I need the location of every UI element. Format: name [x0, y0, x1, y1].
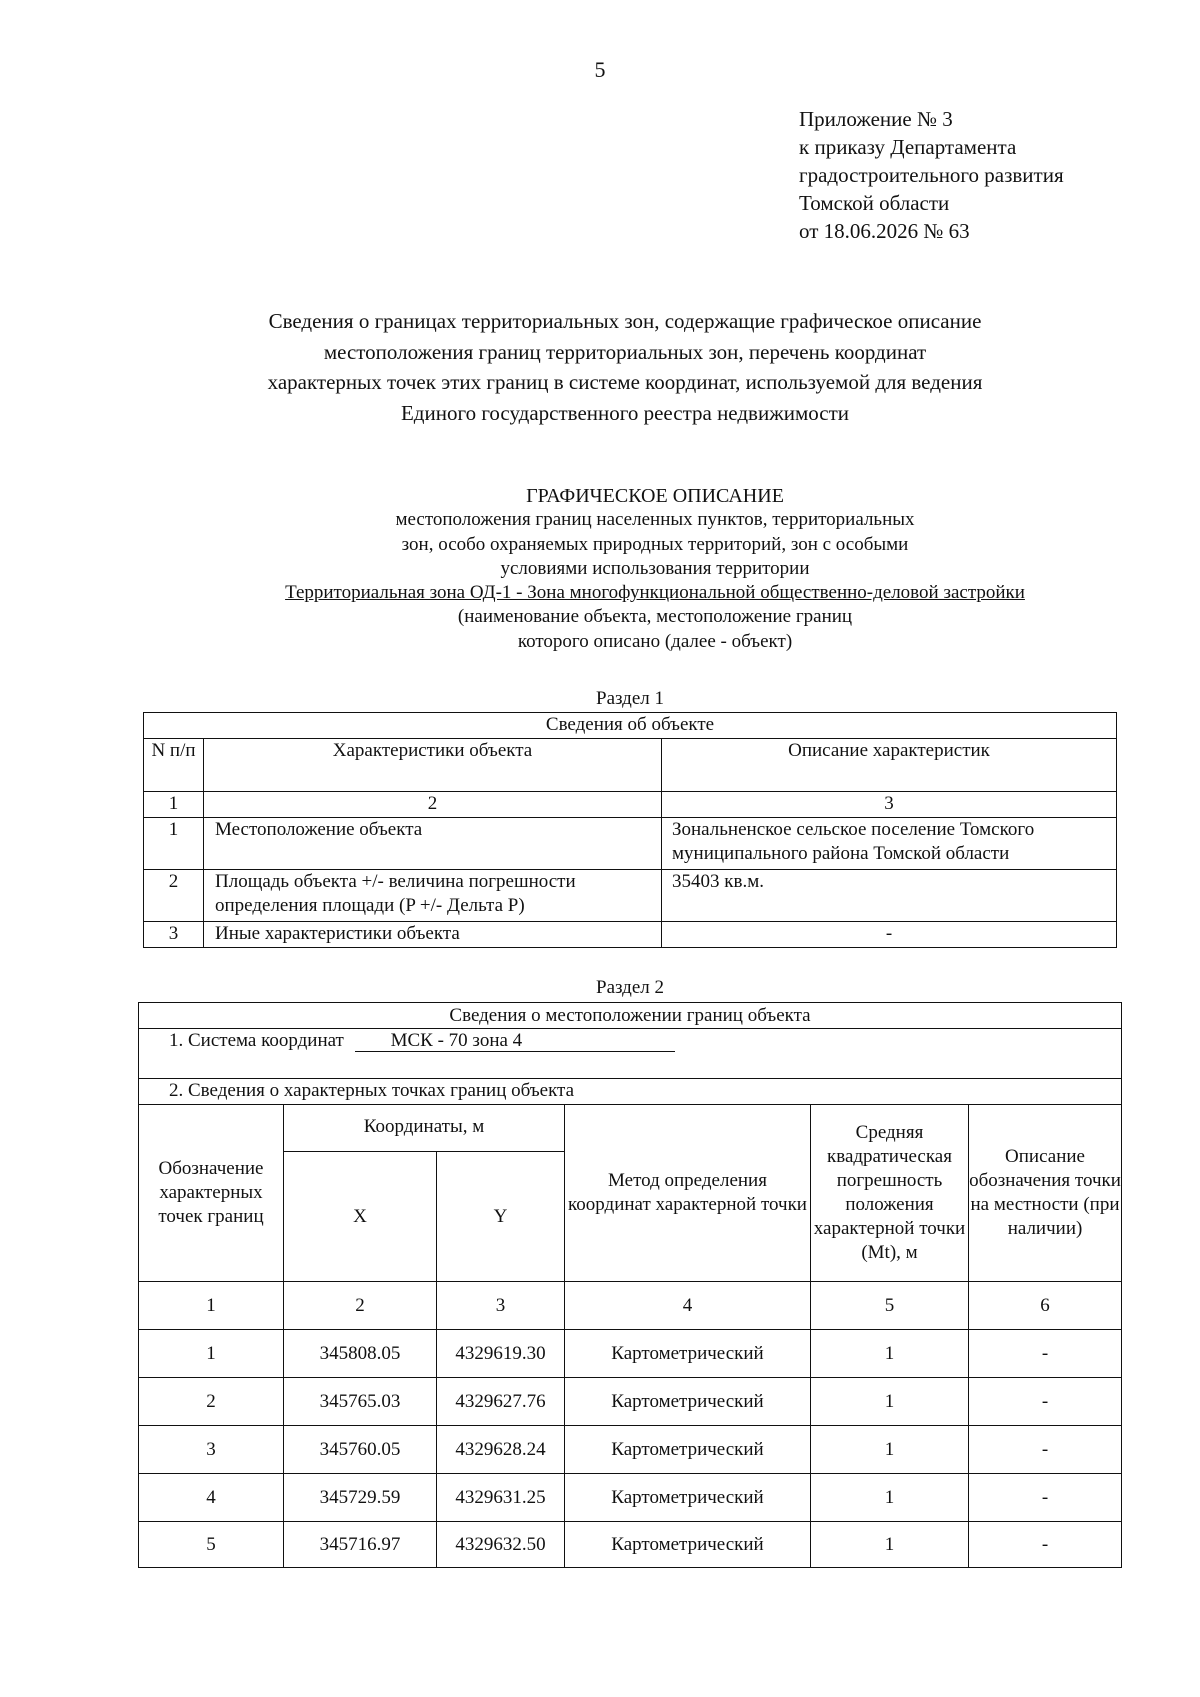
coord-y: 4329632.50	[437, 1522, 565, 1568]
points-title: 2. Сведения о характерных точках границ объекта	[139, 1079, 1122, 1105]
section1-label: Раздел 1	[596, 688, 664, 709]
appendix-line: к приказу Департамента	[799, 135, 1017, 159]
characteristic-value: -	[662, 922, 1117, 948]
method: Картометрический	[565, 1426, 811, 1474]
zone-note-line: которого описано (далее - объект)	[517, 630, 793, 652]
point-description: -	[969, 1474, 1122, 1522]
column-number: 3	[437, 1282, 565, 1330]
header-point-designation: Обозначение характерных точек границ	[139, 1105, 284, 1282]
graphic-description-line: условиями использования территории	[500, 557, 810, 579]
point-number: 1	[139, 1330, 284, 1378]
graphic-description-title: ГРАФИЧЕСКОЕ ОПИСАНИЕ	[526, 485, 784, 507]
characteristic-value: Зональненское сельское поселение Томского муниципального района Томской области	[662, 818, 1117, 870]
column-number: 1	[144, 792, 204, 818]
boundary-points-table	[138, 1002, 1122, 1568]
graphic-description-line: местоположения границ населенных пунктов, территориальных	[395, 509, 915, 531]
method: Картометрический	[565, 1474, 811, 1522]
point-description: -	[969, 1426, 1122, 1474]
zone-note-line: (наименование объекта, местоположение границ	[457, 606, 853, 628]
column-number: 2	[284, 1282, 437, 1330]
point-description: -	[969, 1522, 1122, 1568]
mt-value: 1	[811, 1378, 969, 1426]
appendix-block	[799, 105, 1064, 245]
coord-x: 345729.59	[284, 1474, 437, 1522]
table-row	[139, 1522, 1122, 1568]
graphic-description-line: зон, особо охраняемых природных территорий, зон с особыми	[401, 533, 909, 555]
coord-x: 345716.97	[284, 1522, 437, 1568]
appendix-line: от 18.06.2026 № 63	[799, 219, 970, 243]
coord-x: 345808.05	[284, 1330, 437, 1378]
coord-x: 345765.03	[284, 1378, 437, 1426]
characteristic-name: Площадь объекта +/- величина погрешности определения площади (P +/- Дельта P)	[204, 870, 662, 922]
mt-value: 1	[811, 1426, 969, 1474]
appendix-line: градостроительного развития	[799, 163, 1064, 187]
coordinate-system-value: МСК - 70 зона 4	[355, 1031, 675, 1052]
coordinate-system-label: 1. Система координат	[169, 1030, 344, 1051]
document-heading	[160, 306, 1090, 428]
characteristic-value: 35403 кв.м.	[662, 870, 1117, 922]
column-number: 1	[139, 1282, 284, 1330]
coord-y: 4329628.24	[437, 1426, 565, 1474]
zone-name: Территориальная зона ОД-1 - Зона многофункциональной общественно-деловой застройки	[285, 582, 1025, 604]
mt-value: 1	[811, 1330, 969, 1378]
method: Картометрический	[565, 1378, 811, 1426]
point-description: -	[969, 1378, 1122, 1426]
header-cell: Описание характеристик	[662, 739, 1117, 792]
heading-line: Сведения о границах территориальных зон, содержащие графическое описание	[268, 309, 982, 333]
coordinate-system-row	[139, 1029, 1122, 1079]
header-y: Y	[437, 1152, 565, 1282]
column-number: 5	[811, 1282, 969, 1330]
table-row	[144, 818, 1117, 870]
mt-value: 1	[811, 1474, 969, 1522]
table-row	[139, 1426, 1122, 1474]
table-title: Сведения о местоположении границ объекта	[139, 1003, 1122, 1029]
header-cell: N п/п	[144, 739, 204, 792]
header-coordinates: Координаты, м	[284, 1105, 565, 1152]
column-number: 6	[969, 1282, 1122, 1330]
header-cell: Характеристики объекта	[204, 739, 662, 792]
table-title: Сведения об объекте	[144, 713, 1117, 739]
point-number: 5	[139, 1522, 284, 1568]
method: Картометрический	[565, 1330, 811, 1378]
heading-line: характерных точек этих границ в системе координат, используемой для ведения	[267, 370, 983, 394]
header-method: Метод определения координат характерной точки	[565, 1105, 811, 1282]
table-row	[144, 922, 1117, 948]
coord-y: 4329631.25	[437, 1474, 565, 1522]
table-row	[139, 1330, 1122, 1378]
appendix-line: Томской области	[799, 191, 950, 215]
header-x: X	[284, 1152, 437, 1282]
column-number: 2	[204, 792, 662, 818]
heading-line: Единого государственного реестра недвижимости	[400, 400, 849, 425]
object-info-table	[143, 712, 1117, 948]
table-row	[144, 870, 1117, 922]
row-number: 1	[144, 818, 204, 870]
point-number: 4	[139, 1474, 284, 1522]
characteristic-name: Иные характеристики объекта	[204, 922, 662, 948]
column-number: 4	[565, 1282, 811, 1330]
page-number: 5	[594, 57, 606, 82]
point-description: -	[969, 1330, 1122, 1378]
row-number: 2	[144, 870, 204, 922]
point-number: 2	[139, 1378, 284, 1426]
table-row	[139, 1474, 1122, 1522]
graphic-description	[160, 484, 1150, 654]
section2-label: Раздел 2	[596, 977, 664, 998]
header-description: Описание обозначения точки на местности (при наличии)	[969, 1105, 1122, 1282]
row-number: 3	[144, 922, 204, 948]
coord-x: 345760.05	[284, 1426, 437, 1474]
header-mt: Средняя квадратическая погрешность положения характерной точки (Mt), м	[811, 1105, 969, 1282]
characteristic-name: Местоположение объекта	[204, 818, 662, 870]
heading-line: местоположения границ территориальных зон, перечень координат	[323, 339, 927, 364]
point-number: 3	[139, 1426, 284, 1474]
method: Картометрический	[565, 1522, 811, 1568]
column-number: 3	[662, 792, 1117, 818]
appendix-line: Приложение № 3	[799, 107, 953, 131]
coord-y: 4329619.30	[437, 1330, 565, 1378]
table-row	[139, 1378, 1122, 1426]
coord-y: 4329627.76	[437, 1378, 565, 1426]
mt-value: 1	[811, 1522, 969, 1568]
